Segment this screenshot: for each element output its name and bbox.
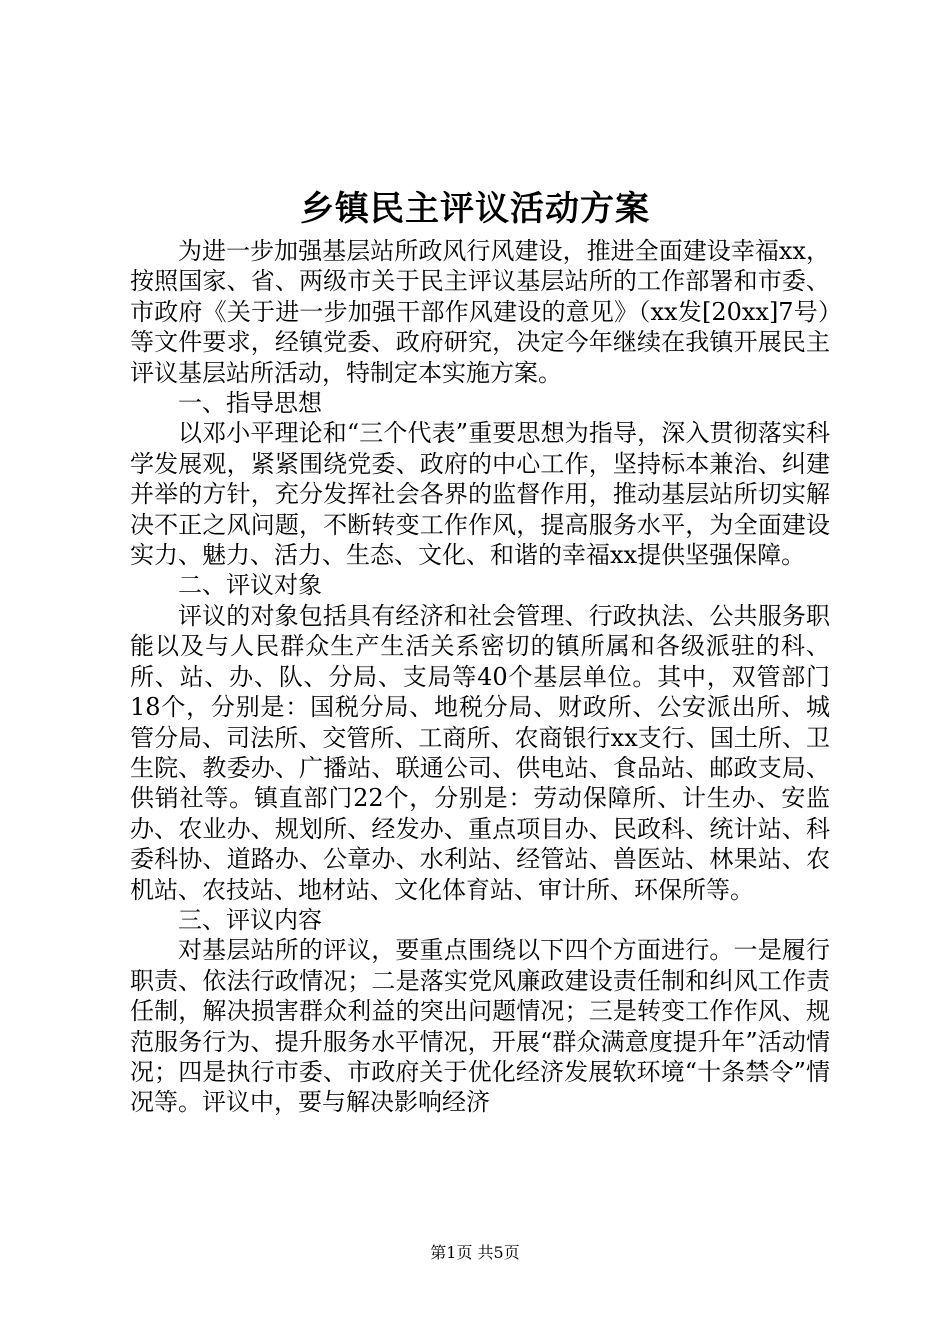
section-heading-evaluation-targets: 二、评议对象 xyxy=(178,571,322,600)
section-heading-guiding-ideology: 一、指导思想 xyxy=(178,389,322,418)
paragraph-evaluation-targets: 评议的对象包括具有经济和社会管理、行政执法、公共服务职能以及与人民群众生产生活关系密切的镇所属和各级派驻的科、所、站、办、队、分局、支局等40个基层单位。其中，双管部门18个，分别是：国税分局、地税分局、财政所、公安派出所、城管分局、司法所、交管所、工商所、农商银行xx支行、国土所、卫生院、教委办、广播站、联通公司、供电站、食品站、邮政支局、供销社等。镇直部门22个，分别是：劳动保障所、计生办、安监办、农业办、规划所、经发办、重点项目办、民政科、统计站、科委科协、道路办、公章办、水利站、经管站、兽医站、林果站、农机站、农技站、地材站、文化体育站、审计所、环保所等。 xyxy=(130,601,830,904)
section-heading-evaluation-content: 三、评议内容 xyxy=(178,905,322,934)
document-body xyxy=(130,236,830,1118)
page-footer: 第1页 共5页 xyxy=(430,1243,520,1262)
paragraph-intro: 为进一步加强基层站所政风行风建设，推进全面建设幸福xx，按照国家、省、两级市关于民主评议基层站所的工作部署和市委、市政府《关于进一步加强干部作风建设的意见》（xx发[20xx]7号）等文件要求，经镇党委、政府研究，决定今年继续在我镇开展民主评议基层站所活动，特制定本实施方案。 xyxy=(130,237,830,387)
document-title: 乡镇民主评议活动方案 xyxy=(300,189,650,229)
paragraph-guiding-ideology: 以邓小平理论和“三个代表”重要思想为指导，深入贯彻落实科学发展观，紧紧围绕党委、政府的中心工作，坚持标本兼治、纠建并举的方针，充分发挥社会各界的监督作用，推动基层站所切实解决不正之风问题，不断转变工作作风，提高服务水平，为全面建设实力、魅力、活力、生态、文化、和谐的幸福xx提供坚强保障。 xyxy=(130,419,830,570)
paragraph-evaluation-content: 对基层站所的评议，要重点围绕以下四个方面进行。一是履行职责、依法行政情况；二是落实党风廉政建设责任制和纠风工作责任制，解决损害群众利益的突出问题情况；三是转变工作作风、规范服务行为、提升服务水平情况，开展“群众满意度提升年”活动情况；四是执行市委、市政府关于优化经济发展软环境“十条禁令”情况等。评议中，要与解决影响经济 xyxy=(130,936,830,1117)
